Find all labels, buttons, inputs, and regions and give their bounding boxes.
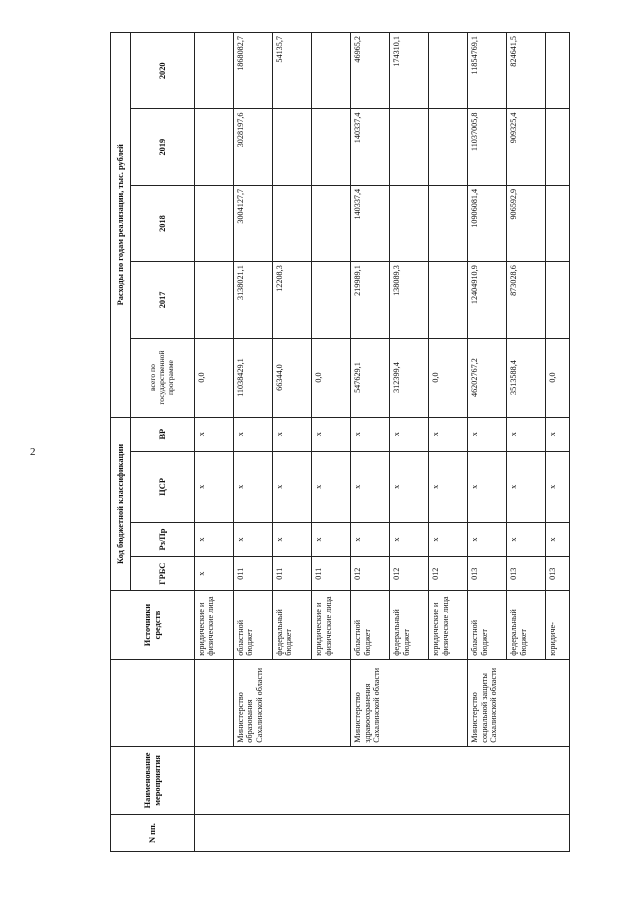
header-2020: 2020 — [131, 33, 195, 109]
cell-total: 66344,0 — [273, 338, 312, 417]
cell-source: юридические и физические лица — [195, 591, 234, 659]
cell-source: юридические и физические лица — [312, 591, 351, 659]
header-2019: 2019 — [131, 109, 195, 185]
cell-executor — [195, 659, 234, 746]
table-row — [351, 33, 390, 852]
table-row — [195, 33, 234, 852]
cell-vr: x — [429, 417, 468, 451]
cell-rzpr: x — [234, 522, 273, 556]
cell-csr: x — [468, 451, 507, 522]
cell-grbs: 011 — [234, 557, 273, 591]
cell-2018 — [312, 185, 351, 261]
cell-2020: 11854769,1 — [468, 33, 507, 109]
cell-2020: 46965,2 — [351, 33, 390, 109]
cell-csr: x — [234, 451, 273, 522]
budget-table — [110, 32, 570, 852]
header-budget-code: Код бюджетной классификации — [111, 417, 131, 591]
cell-2017: 12404910,9 — [468, 262, 507, 338]
cell-rzpr: x — [429, 522, 468, 556]
cell-grbs: 013 — [546, 557, 570, 591]
table-row — [234, 33, 273, 852]
header-expenses: Расходы по годам реализации, тыс. рублей — [111, 33, 131, 418]
cell-2020 — [429, 33, 468, 109]
cell-2018: 140337,4 — [351, 185, 390, 261]
cell-2017 — [429, 262, 468, 338]
rotated-table — [110, 32, 570, 852]
cell-2019 — [195, 109, 234, 185]
header-vr: ВР — [131, 417, 195, 451]
cell-total: 0,0 — [312, 338, 351, 417]
header-source: Источники средств — [111, 591, 195, 659]
cell-2020: 174310,1 — [390, 33, 429, 109]
cell-source: юридические и физические лица — [429, 591, 468, 659]
cell-2018 — [273, 185, 312, 261]
cell-vr: x — [390, 417, 429, 451]
cell-csr: x — [195, 451, 234, 522]
cell-csr: x — [390, 451, 429, 522]
cell-source: федеральный бюджет — [507, 591, 546, 659]
cell-total: 11038429,1 — [234, 338, 273, 417]
cell-name — [195, 746, 570, 814]
cell-2019: 909325,4 — [507, 109, 546, 185]
cell-2018: 906592,9 — [507, 185, 546, 261]
cell-csr: x — [312, 451, 351, 522]
cell-vr: x — [312, 417, 351, 451]
header-executor — [111, 659, 195, 746]
cell-vr: x — [468, 417, 507, 451]
cell-source: областной бюджет — [351, 591, 390, 659]
cell-rzpr: x — [312, 522, 351, 556]
cell-grbs: 012 — [351, 557, 390, 591]
cell-2018 — [390, 185, 429, 261]
cell-2019: 3028197,6 — [234, 109, 273, 185]
cell-2019 — [312, 109, 351, 185]
cell-2019 — [273, 109, 312, 185]
page-number: 2 — [30, 446, 36, 458]
cell-2020 — [546, 33, 570, 109]
cell-executor: Министерство здравоохранения Сахалинской области — [351, 659, 468, 746]
cell-2017 — [312, 262, 351, 338]
cell-executor: Министерство социальной защиты Сахалинской области — [468, 659, 570, 746]
cell-vr: x — [507, 417, 546, 451]
cell-2018 — [546, 185, 570, 261]
cell-total: 46202767,2 — [468, 338, 507, 417]
cell-total: 0,0 — [546, 338, 570, 417]
cell-2019 — [546, 109, 570, 185]
cell-grbs: 011 — [273, 557, 312, 591]
cell-2017: 219989,1 — [351, 262, 390, 338]
cell-grbs: 013 — [468, 557, 507, 591]
cell-2019 — [429, 109, 468, 185]
cell-csr: x — [351, 451, 390, 522]
cell-2018: 3004127,7 — [234, 185, 273, 261]
cell-2017 — [546, 262, 570, 338]
cell-vr: x — [546, 417, 570, 451]
cell-2020 — [195, 33, 234, 109]
cell-2019 — [390, 109, 429, 185]
cell-source: юридиче- — [546, 591, 570, 659]
table-row — [468, 33, 507, 852]
cell-vr: x — [273, 417, 312, 451]
cell-total: 0,0 — [429, 338, 468, 417]
cell-2020: 54135,7 — [273, 33, 312, 109]
cell-vr: x — [234, 417, 273, 451]
header-2017: 2017 — [131, 262, 195, 338]
cell-2017: 12208,3 — [273, 262, 312, 338]
cell-2018 — [429, 185, 468, 261]
cell-total: 312399,4 — [390, 338, 429, 417]
cell-no — [195, 815, 570, 852]
cell-grbs: 013 — [507, 557, 546, 591]
header-rzpr: Рз/Пр — [131, 522, 195, 556]
cell-2020: 824641,5 — [507, 33, 546, 109]
cell-source: федеральный бюджет — [273, 591, 312, 659]
header-csr: ЦСР — [131, 451, 195, 522]
header-2018: 2018 — [131, 185, 195, 261]
cell-2017: 138089,3 — [390, 262, 429, 338]
cell-source: областной бюджет — [234, 591, 273, 659]
cell-grbs: 011 — [312, 557, 351, 591]
cell-2018: 10906081,4 — [468, 185, 507, 261]
cell-2017: 3138021,1 — [234, 262, 273, 338]
header-grbs: ГРБС — [131, 557, 195, 591]
cell-grbs: x — [195, 557, 234, 591]
header-total: всего по государственной программе — [131, 338, 195, 417]
header-no: N пп. — [111, 815, 195, 852]
cell-2019: 140337,4 — [351, 109, 390, 185]
cell-2017: 873028,6 — [507, 262, 546, 338]
cell-source: областной бюджет — [468, 591, 507, 659]
cell-2020 — [312, 33, 351, 109]
cell-total: 0,0 — [195, 338, 234, 417]
cell-csr: x — [429, 451, 468, 522]
cell-source: федеральный бюджет — [390, 591, 429, 659]
cell-executor: Министерство образования Сахалинской области — [234, 659, 351, 746]
cell-csr: x — [546, 451, 570, 522]
cell-2020: 1868082,7 — [234, 33, 273, 109]
cell-2018 — [195, 185, 234, 261]
cell-grbs: 012 — [390, 557, 429, 591]
cell-grbs: 012 — [429, 557, 468, 591]
cell-csr: x — [507, 451, 546, 522]
cell-rzpr: x — [273, 522, 312, 556]
cell-rzpr: x — [195, 522, 234, 556]
cell-rzpr: x — [390, 522, 429, 556]
header-name: Наименование мероприятия — [111, 746, 195, 814]
cell-rzpr: x — [546, 522, 570, 556]
cell-2019: 11037005,8 — [468, 109, 507, 185]
cell-csr: x — [273, 451, 312, 522]
cell-rzpr: x — [351, 522, 390, 556]
cell-total: 3513588,4 — [507, 338, 546, 417]
cell-rzpr: x — [507, 522, 546, 556]
cell-2017 — [195, 262, 234, 338]
cell-vr: x — [195, 417, 234, 451]
cell-total: 547629,1 — [351, 338, 390, 417]
cell-vr: x — [351, 417, 390, 451]
cell-rzpr: x — [468, 522, 507, 556]
